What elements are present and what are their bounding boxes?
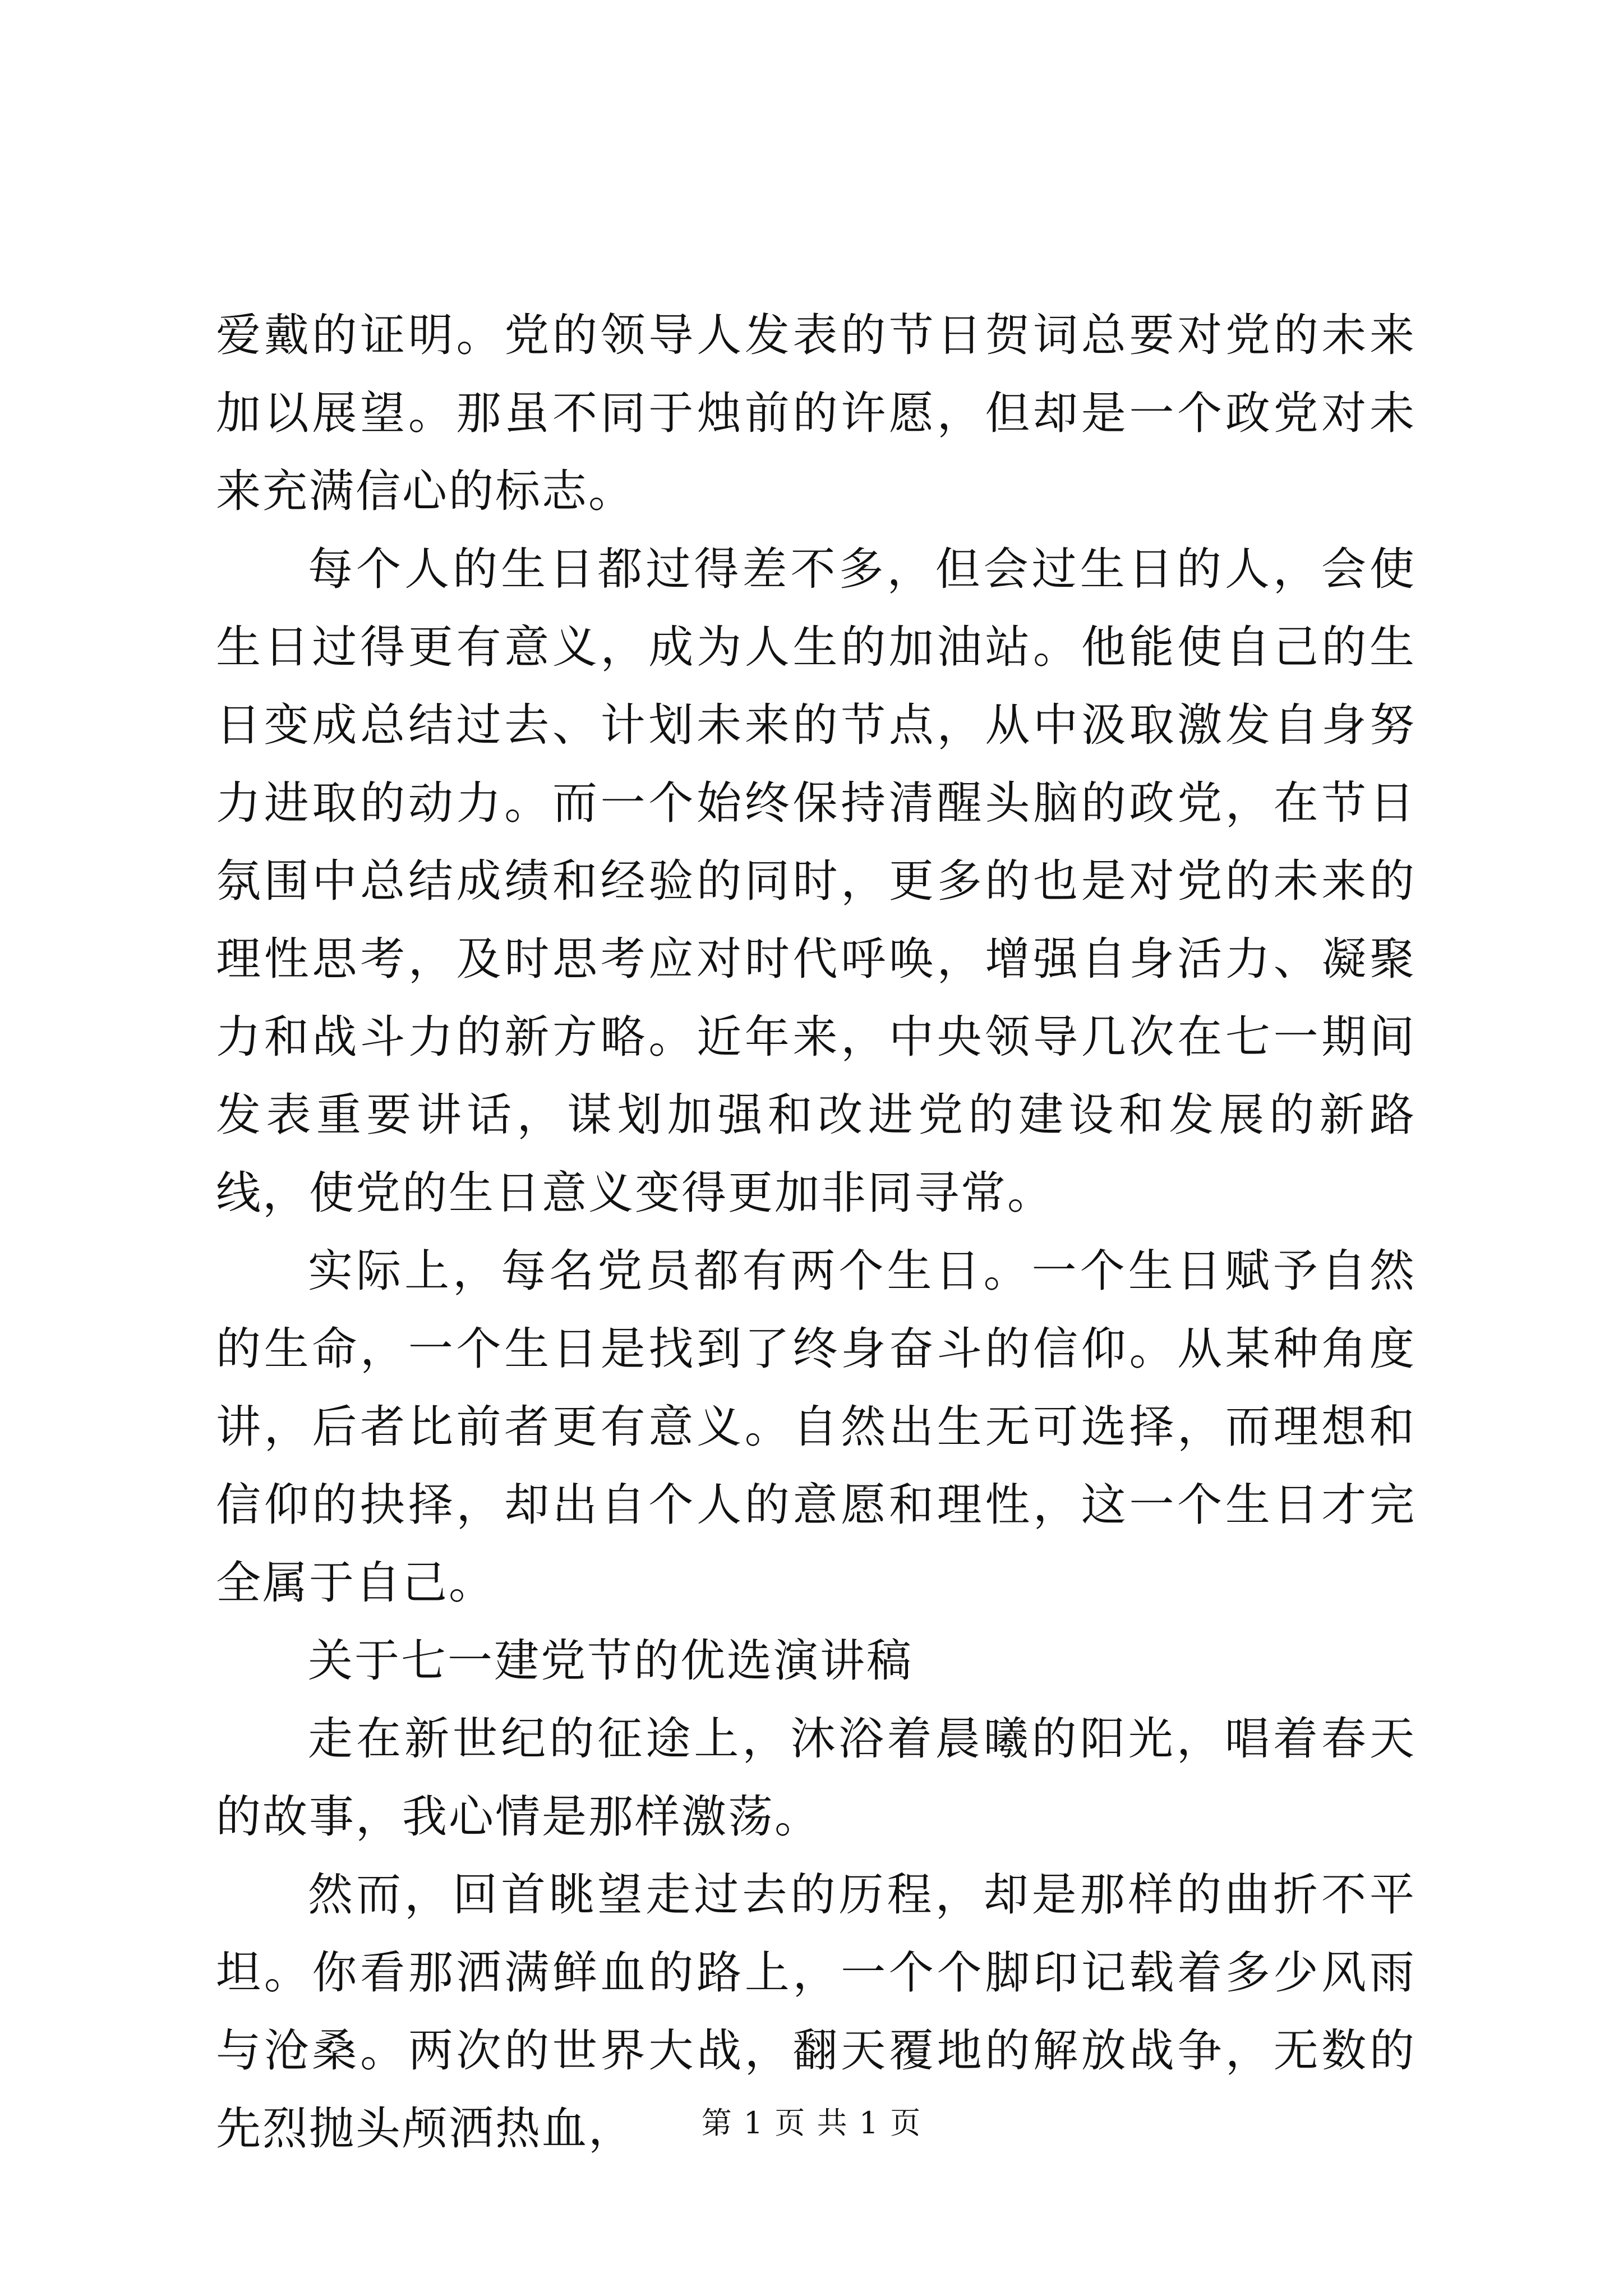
paragraph-4: 走在新世纪的征途上，沐浴着晨曦的阳光，唱着春天的故事，我心情是那样激荡。	[216, 1713, 1416, 1843]
paragraph-5: 然而，回首眺望走过去的历程，却是那样的曲折不平坦。你看那洒满鲜血的路上，一个个脚印记载着多少风雨与沧桑。两次的世界大战，翻天覆地的解放战争，无数的先烈抛头颅洒热血，	[216, 1869, 1416, 2155]
paragraph-2: 每个人的生日都过得差不多，但会过生日的人，会使生日过得更有意义，成为人生的加油站。他能使自己的生日变成总结过去、计划未来的节点，从中汲取激发自身努力进取的动力。而一个始终保持清醒头脑的政党，在节日氛围中总结成绩和经验的同时，更多的也是对党的未来的理性思考，及时思考应对时代呼唤，增强自身活力、凝聚力和战斗力的新方略。近年来，中央领导几次在七一期间发表重要讲话，谋划加强和改进党的建设和发展的新路线，使党的生日意义变得更加非同寻常。	[216, 543, 1416, 1219]
paragraph-3: 实际上，每名党员都有两个生日。一个生日赋予自然的生命，一个生日是找到了终身奋斗的信仰。从某种角度讲，后者比前者更有意义。自然出生无可选择，而理想和信仰的抉择，却出自个人的意愿和理性，这一个生日才完全属于自己。	[216, 1245, 1416, 1609]
page-footer: 第 1 页 共 1 页	[701, 2105, 922, 2141]
document-body	[216, 296, 1416, 2168]
section-title: 关于七一建党节的优选演讲稿	[308, 1635, 913, 1687]
paragraph-1: 爱戴的证明。党的领导人发表的节日贺词总要对党的未来加以展望。那虽不同于烛前的许愿，但却是一个政党对未来充满信心的标志。	[216, 309, 1416, 517]
